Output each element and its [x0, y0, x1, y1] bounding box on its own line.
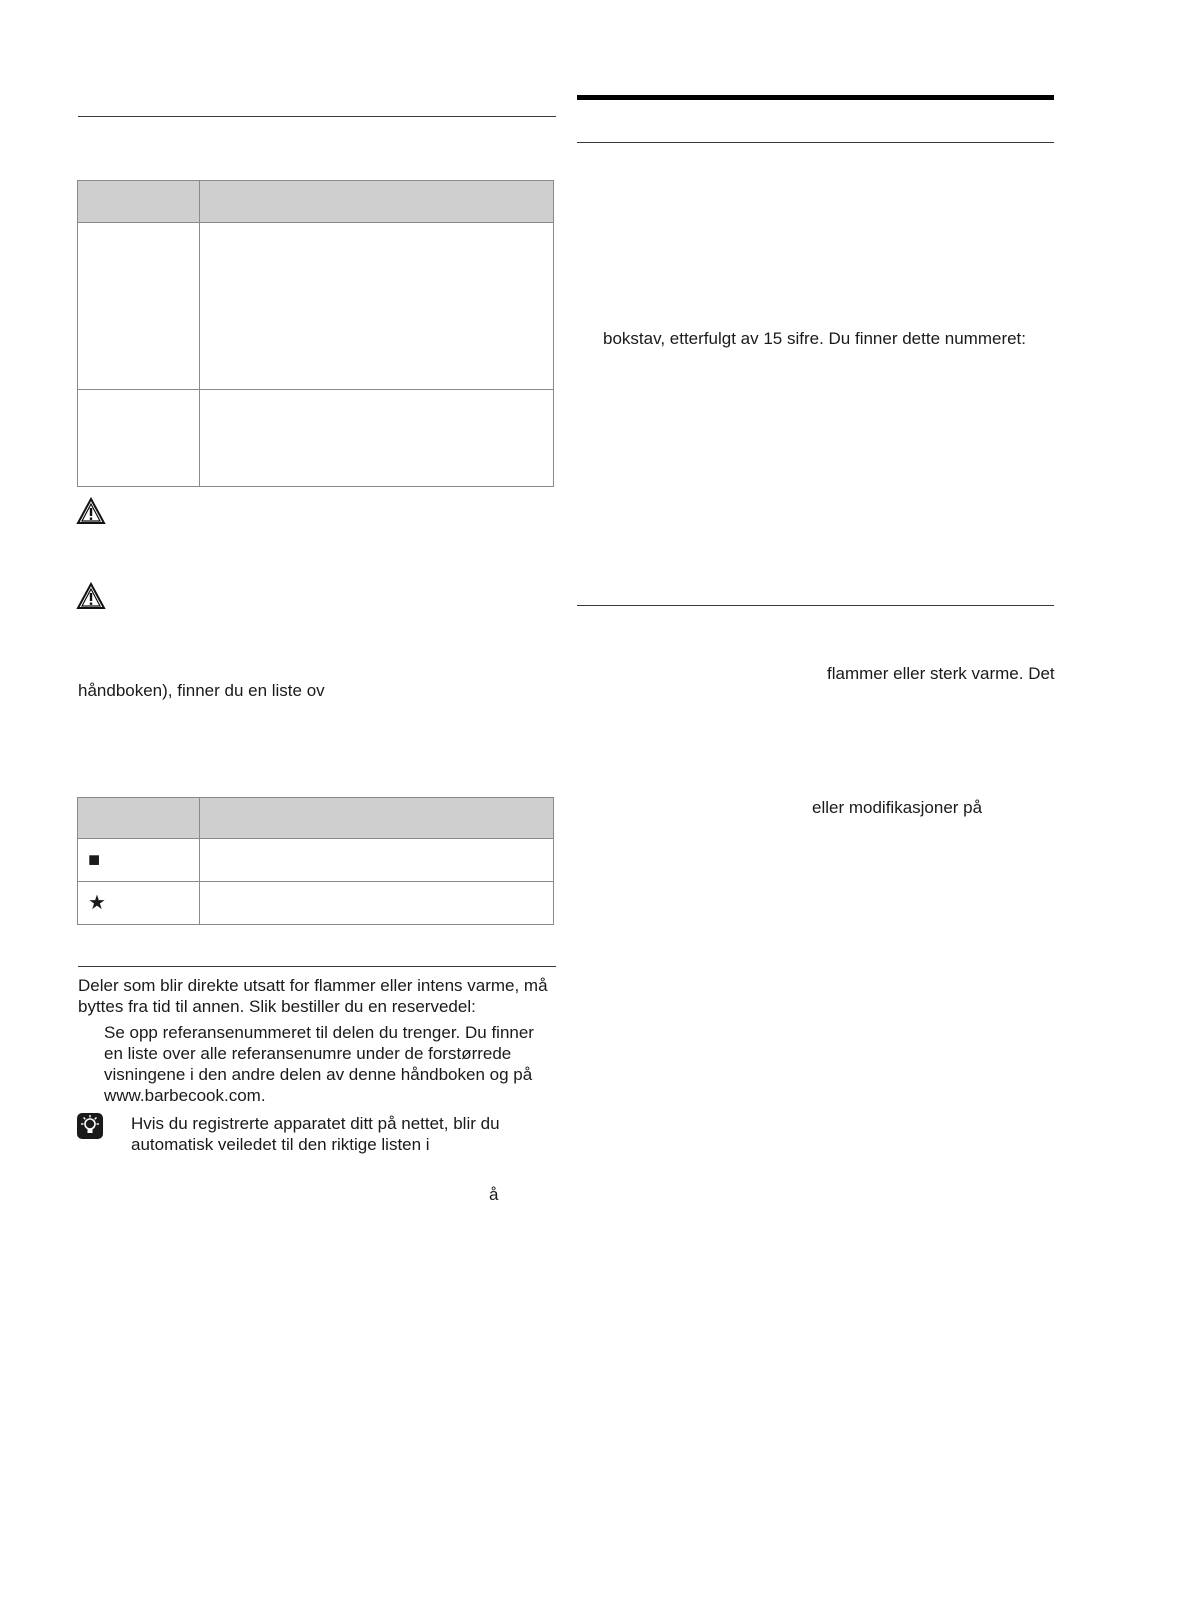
table-row [78, 390, 554, 487]
section-rule-right-2 [577, 605, 1054, 606]
table-cell [200, 882, 554, 925]
text-fragment-flammer: flammer eller sterk varme. Det [827, 664, 1055, 683]
table-row [78, 223, 554, 390]
star-symbol-icon: ★ [78, 882, 200, 925]
table-cell [200, 839, 554, 882]
section-rule-spare-parts [78, 966, 556, 967]
section-rule-top-left [78, 116, 556, 117]
spare-parts-intro: Deler som blir direkte utsatt for flammer eller intens varme, må byttes fra tid til annen. Slik bestiller du en reservedel: [78, 976, 548, 1016]
table-cell [200, 223, 554, 390]
table-2-header-cell-1 [78, 798, 200, 839]
table-row [78, 882, 554, 925]
section-rule-right-1 [577, 142, 1054, 143]
table-cell [78, 390, 200, 487]
text-fragment-handboken: håndboken), finner du en liste ov [78, 681, 325, 700]
table-2 [77, 797, 554, 925]
tip-lightbulb-icon [77, 1113, 103, 1139]
warning-triangle-icon [76, 582, 106, 610]
table-row [78, 839, 554, 882]
table-cell [200, 390, 554, 487]
table-1-header-cell-2 [200, 181, 554, 223]
table-1-header-row [78, 181, 554, 223]
spare-parts-tip: Hvis du registrerte apparatet ditt på nettet, blir du automatisk veiledet til den riktige listen i [131, 1114, 500, 1154]
square-symbol-icon: ■ [78, 839, 200, 882]
text-fragment-modifikasjoner: eller modifikasjoner på [812, 798, 983, 817]
text-fragment-bokstav: bokstav, etterfulgt av 15 sifre. Du finner dette nummeret: [603, 329, 1026, 348]
table-1-header-cell-1 [78, 181, 200, 223]
table-2-header-cell-2 [200, 798, 554, 839]
table-1 [77, 180, 554, 487]
spare-parts-step-1: Se opp referansenummeret til delen du trenger. Du finner en liste over alle referansenumre under de forstørrede visningene i den andre delen av denne håndboken og på www.barbecook.com. [104, 1023, 534, 1105]
section-rule-thick-right [577, 95, 1054, 100]
table-cell [78, 223, 200, 390]
warning-triangle-icon [76, 497, 106, 525]
table-2-header-row [78, 798, 554, 839]
stray-character: å [489, 1185, 499, 1204]
